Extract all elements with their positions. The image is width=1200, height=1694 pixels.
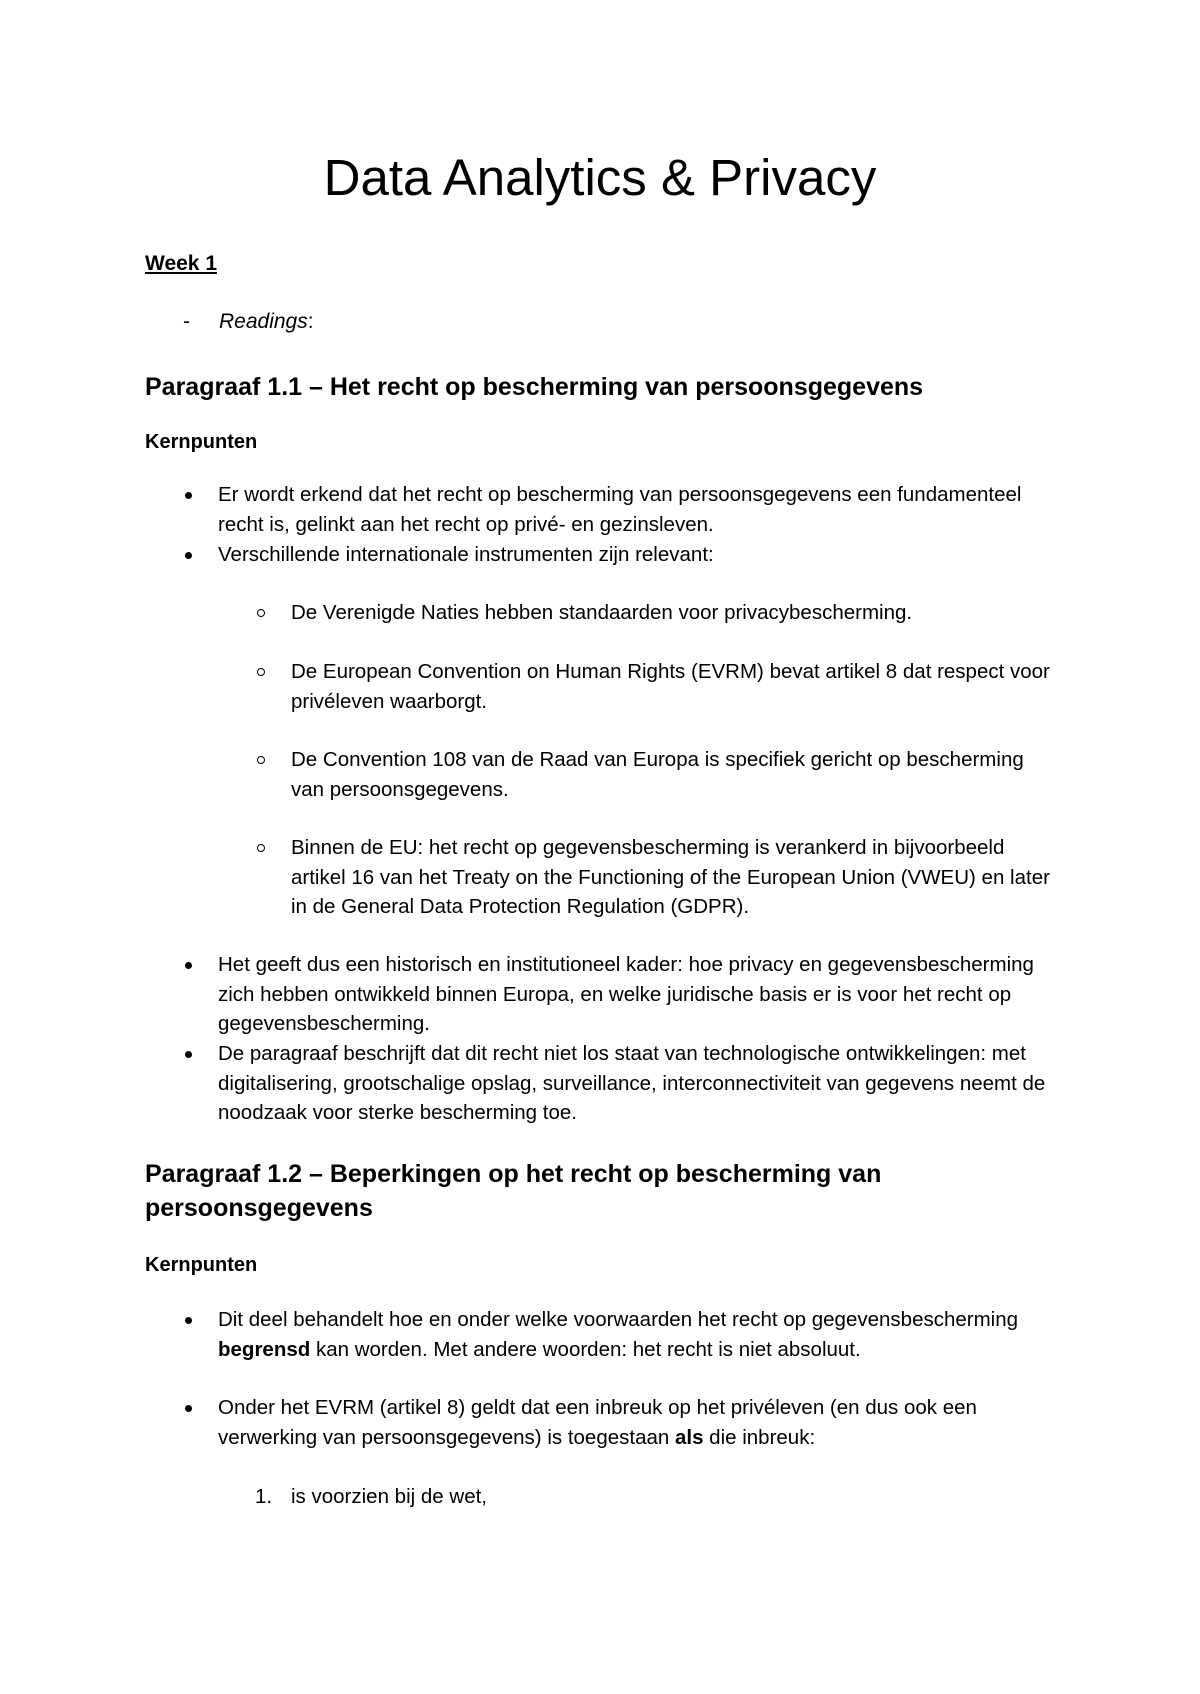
sub-list-item — [291, 745, 1051, 804]
list-item-text: De paragraaf beschrijft dat dit recht niet los staat van technologische ontwikkelingen: met digitalisering, grootschalige opslag, surveillance, interconnectiviteit van gegevens neemt de noodzaak voor sterke bescherming toe. — [218, 1042, 1046, 1124]
bullet-icon — [185, 492, 192, 499]
list-item — [218, 1305, 1058, 1364]
numbered-list-item — [255, 1482, 1051, 1512]
bullet-icon — [185, 962, 192, 969]
list-item — [218, 480, 1058, 539]
sub-list-item-text: De Verenigde Naties hebben standaarden voor privacybescherming. — [291, 601, 913, 624]
section-1-1-heading: Paragraaf 1.1 – Het recht op bescherming van persoonsgegevens — [145, 373, 924, 401]
list-item-text: Het geeft dus een historisch en institutioneel kader: hoe privacy en gegevensbescherming zich hebben ontwikkeld binnen Europa, en welke juridische basis er is voor het recht op gegevensbescherming. — [218, 953, 1034, 1035]
list-item — [218, 1393, 1058, 1452]
list-item — [218, 540, 1058, 570]
hollow-bullet-icon — [257, 668, 265, 676]
sub-list-item-text: De European Convention on Human Rights (EVRM) bevat artikel 8 dat respect voor privéleven waarborgt. — [291, 660, 1050, 713]
sub-list-item-text: Binnen de EU: het recht op gegevensbescherming is verankerd in bijvoorbeeld artikel 16 van het Treaty on the Functioning of the European Union (VWEU) en later in de General Data Protection Regulation (GDPR). — [291, 836, 1050, 918]
readings-colon: : — [307, 310, 314, 333]
numbered-list-item-text: is voorzien bij de wet, — [291, 1485, 487, 1508]
hollow-bullet-icon — [257, 844, 265, 852]
sub-list-item — [291, 598, 1051, 628]
bullet-icon — [185, 552, 192, 559]
week-heading: Week 1 — [145, 252, 217, 275]
list-item-text: Er wordt erkend dat het recht op bescherming van persoonsgegevens een fundamenteel recht is, gelinkt aan het recht op privé- en gezinsleven. — [218, 483, 1022, 536]
readings-label: Readings — [219, 310, 308, 333]
hollow-bullet-icon — [257, 609, 265, 617]
list-item — [218, 950, 1058, 1039]
kernpunten-label: Kernpunten — [145, 1254, 258, 1276]
bullet-icon — [185, 1405, 192, 1412]
list-item-text — [218, 1308, 1018, 1361]
text-run: Onder het EVRM (artikel 8) geldt dat een inbreuk op het privéleven (en dus ook een verwerking van persoonsgegevens) is toegestaan — [218, 1396, 977, 1449]
sub-list-item — [291, 833, 1051, 922]
list-item — [218, 1039, 1058, 1128]
bullet-icon — [185, 1051, 192, 1058]
bold-text-run: als — [674, 1425, 704, 1449]
document-title: Data Analytics & Privacy — [323, 149, 877, 206]
text-run: die inbreuk: — [703, 1425, 816, 1449]
sub-list-item — [291, 657, 1051, 716]
list-number: 1. — [255, 1485, 273, 1508]
sub-list-item-text: De Convention 108 van de Raad van Europa is specifiek gericht op bescherming van persoonsgegevens. — [291, 748, 1024, 801]
list-item-text: Verschillende internationale instrumenten zijn relevant: — [218, 543, 714, 566]
section-1-2-heading: Paragraaf 1.2 – Beperkingen op het recht op bescherming van persoonsgegevens — [145, 1160, 882, 1222]
list-item-text — [218, 1396, 977, 1449]
readings-item — [183, 308, 314, 336]
kernpunten-label: Kernpunten — [145, 431, 258, 453]
text-run: Dit deel behandelt hoe en onder welke voorwaarden het recht op gegevensbescherming — [218, 1308, 1019, 1331]
dash-marker: - — [183, 310, 190, 333]
hollow-bullet-icon — [257, 756, 265, 764]
bullet-icon — [185, 1317, 192, 1324]
text-run: kan worden. Met andere woorden: het recht is niet absoluut. — [310, 1337, 861, 1361]
bold-text-run: begrensd — [218, 1337, 311, 1361]
